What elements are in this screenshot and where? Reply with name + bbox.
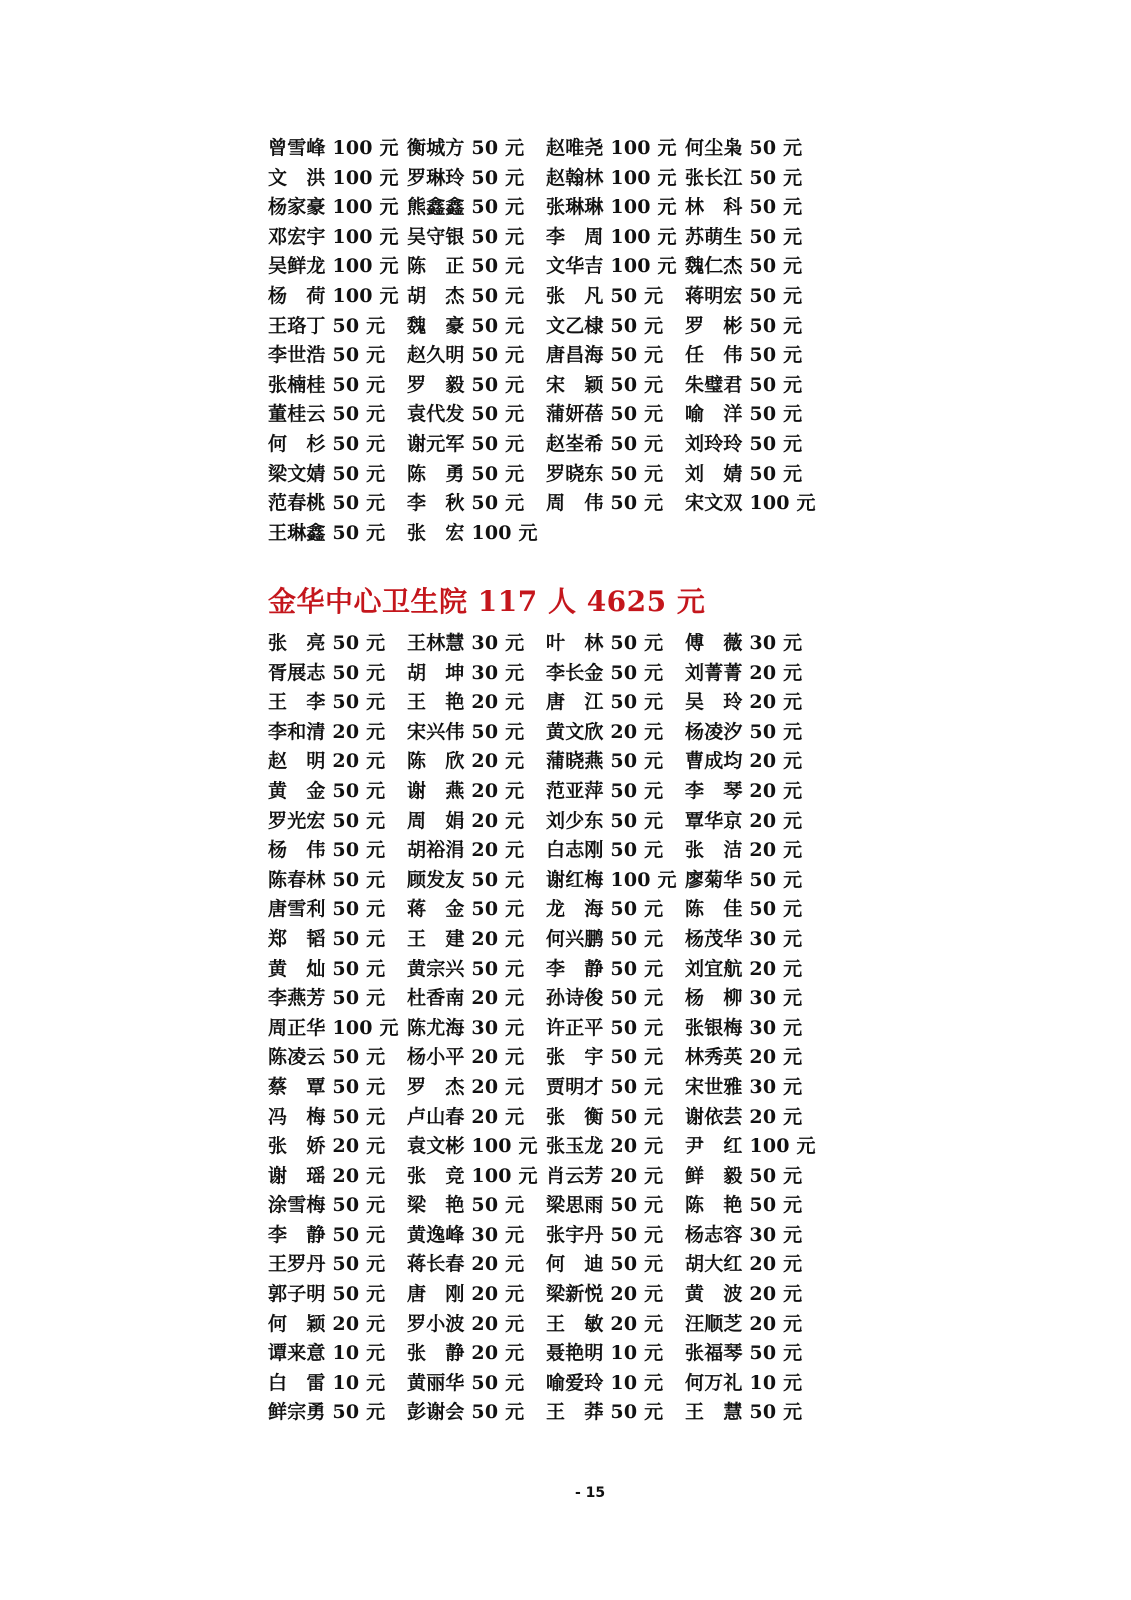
donor-entry: 张玉龙 20 元 [546, 1135, 664, 1158]
donor-entry: 唐 江 50 元 [546, 691, 664, 714]
donor-entry: 唐雪利 50 元 [268, 898, 386, 921]
donor-entry: 董桂云 50 元 [268, 403, 386, 426]
donor-entry: 曾雪峰 100 元 [268, 137, 399, 159]
donor-entry: 陈凌云 50 元 [268, 1046, 386, 1069]
donor-entry: 王 敏 20 元 [546, 1312, 664, 1335]
donor-entry: 王 建 20 元 [407, 927, 525, 950]
donor-list-1 [268, 134, 824, 548]
donor-entry: 冯 梅 50 元 [268, 1105, 386, 1128]
donor-entry: 王 李 50 元 [268, 691, 386, 714]
donor-entry: 卢山春 20 元 [407, 1105, 525, 1128]
donor-entry: 尹 红 100 元 [685, 1135, 816, 1158]
donor-entry: 杨 柳 30 元 [685, 987, 803, 1010]
donor-entry: 唐 刚 20 元 [407, 1283, 525, 1306]
donor-entry: 罗小波 20 元 [407, 1312, 525, 1335]
donor-entry: 何 杉 50 元 [268, 432, 386, 455]
donor-entry: 苏萌生 50 元 [685, 225, 803, 248]
donor-entry: 李 周 100 元 [546, 225, 677, 248]
donor-entry: 罗光宏 50 元 [268, 809, 386, 832]
donor-entry: 林秀英 20 元 [685, 1046, 803, 1069]
donor-entry: 谭来意 10 元 [268, 1342, 386, 1365]
donor-entry: 文华吉 100 元 [546, 255, 677, 278]
donor-entry: 罗 彬 50 元 [685, 314, 803, 337]
donor-entry: 涂雪梅 50 元 [268, 1194, 386, 1217]
donor-entry: 张楠桂 50 元 [268, 373, 386, 396]
donor-entry: 罗琳玲 50 元 [407, 166, 525, 189]
donor-entry: 李 静 50 元 [546, 957, 664, 980]
donor-entry: 李世浩 50 元 [268, 344, 386, 367]
donor-entry: 曹成均 20 元 [685, 750, 803, 773]
donor-entry: 谢元军 50 元 [407, 432, 525, 455]
donor-entry: 张 静 20 元 [407, 1342, 525, 1365]
donor-entry: 李长金 50 元 [546, 661, 664, 684]
donor-entry: 张 亮 50 元 [268, 632, 386, 654]
donor-entry: 黄 金 50 元 [268, 779, 386, 802]
donor-entry: 白志刚 50 元 [546, 839, 664, 862]
donor-entry: 王林慧 30 元 [407, 632, 525, 654]
donor-entry: 衡城方 50 元 [407, 137, 525, 159]
donor-entry: 陈 正 50 元 [407, 255, 525, 278]
donor-entry: 何 颖 20 元 [268, 1312, 386, 1335]
donor-entry: 张 宇 50 元 [546, 1046, 664, 1069]
donor-entry: 孙诗俊 50 元 [546, 987, 664, 1010]
donor-entry: 袁文彬 100 元 [407, 1135, 538, 1158]
donor-entry: 胡 坤 30 元 [407, 661, 525, 684]
donor-entry: 鲜 毅 50 元 [685, 1164, 803, 1187]
donor-entry: 蔡 覃 50 元 [268, 1075, 386, 1098]
donor-entry: 张 宏 100 元 [407, 521, 538, 544]
donor-entry: 周 伟 50 元 [546, 492, 664, 515]
donor-entry: 陈 佳 50 元 [685, 898, 803, 921]
donor-entry: 林 科 50 元 [685, 196, 803, 219]
donor-entry: 宋世雅 30 元 [685, 1075, 803, 1098]
donor-entry: 黄丽华 50 元 [407, 1371, 525, 1394]
donor-entry: 蒋 金 50 元 [407, 898, 525, 921]
donor-entry: 吴 玲 20 元 [685, 691, 803, 714]
donor-entry: 刘菁菁 20 元 [685, 661, 803, 684]
donor-entry: 张福琴 50 元 [685, 1342, 803, 1365]
donor-entry: 谢依芸 20 元 [685, 1105, 803, 1128]
donor-entry: 王 慧 50 元 [685, 1401, 803, 1424]
donor-entry: 胥展志 50 元 [268, 661, 386, 684]
donor-entry: 杨凌汐 50 元 [685, 720, 803, 743]
donor-entry: 何 迪 50 元 [546, 1253, 664, 1276]
donor-entry: 李和清 20 元 [268, 720, 386, 743]
donor-entry: 何尘枭 50 元 [685, 137, 803, 159]
donor-entry: 吴守银 50 元 [407, 225, 525, 248]
donor-entry: 陈春林 50 元 [268, 868, 386, 891]
donor-entry: 黄宗兴 50 元 [407, 957, 525, 980]
donor-entry: 何万礼 10 元 [685, 1371, 803, 1394]
donor-entry: 魏仁杰 50 元 [685, 255, 803, 278]
donor-entry: 廖菊华 50 元 [685, 868, 803, 891]
donor-entry: 肖云芳 20 元 [546, 1164, 664, 1187]
donor-entry: 李 静 50 元 [268, 1223, 386, 1246]
donor-entry: 张宇丹 50 元 [546, 1223, 664, 1246]
donor-entry: 张 凡 50 元 [546, 284, 664, 307]
donor-entry: 张 竞 100 元 [407, 1164, 538, 1187]
donor-entry: 魏 豪 50 元 [407, 314, 525, 337]
donor-entry: 张长江 50 元 [685, 166, 803, 189]
donor-entry: 王罗丹 50 元 [268, 1253, 386, 1276]
donor-entry: 蒲晓燕 50 元 [546, 750, 664, 773]
donor-entry: 范春桃 50 元 [268, 492, 386, 515]
donor-list-2 [268, 629, 824, 1428]
donor-entry: 王 艳 20 元 [407, 691, 525, 714]
section-heading: 金华中心卫生院 117 人 4625 元 [268, 585, 706, 618]
donor-entry: 宋文双 100 元 [685, 492, 816, 515]
donor-entry: 顾发友 50 元 [407, 868, 525, 891]
donor-entry: 刘宜航 20 元 [685, 957, 803, 980]
donor-entry: 王 莽 50 元 [546, 1401, 664, 1424]
donor-entry: 陈尤海 30 元 [407, 1016, 525, 1039]
donor-entry: 赵唯尧 100 元 [546, 137, 677, 159]
donor-entry: 唐昌海 50 元 [546, 344, 664, 367]
donor-entry: 赵峑希 50 元 [546, 432, 664, 455]
donor-entry: 蒋明宏 50 元 [685, 284, 803, 307]
donor-entry: 周正华 100 元 [268, 1016, 399, 1039]
donor-entry: 喻爱玲 10 元 [546, 1371, 664, 1394]
donor-entry: 罗晓东 50 元 [546, 462, 664, 485]
donor-entry: 赵 明 20 元 [268, 750, 386, 773]
donor-entry: 刘少东 50 元 [546, 809, 664, 832]
donor-entry: 黄文欣 20 元 [546, 720, 664, 743]
donor-entry: 张 衡 50 元 [546, 1105, 664, 1128]
donor-entry: 陈 艳 50 元 [685, 1194, 803, 1217]
donor-entry: 张银梅 30 元 [685, 1016, 803, 1039]
donor-entry: 白 雷 10 元 [268, 1371, 386, 1394]
donor-entry: 李燕芳 50 元 [268, 987, 386, 1010]
donor-entry: 蒋长春 20 元 [407, 1253, 525, 1276]
donor-entry: 陈 欣 20 元 [407, 750, 525, 773]
donor-entry: 谢红梅 100 元 [546, 868, 677, 891]
donor-entry: 宋兴伟 50 元 [407, 720, 525, 743]
donor-entry: 梁 艳 50 元 [407, 1194, 525, 1217]
donor-entry: 谢 燕 20 元 [407, 779, 525, 802]
donor-entry: 郭子明 50 元 [268, 1283, 386, 1306]
donor-entry: 黄逸峰 30 元 [407, 1223, 525, 1246]
donor-entry: 宋 颖 50 元 [546, 373, 664, 396]
donor-entry: 周 娟 20 元 [407, 809, 525, 832]
donor-entry: 杨志容 30 元 [685, 1223, 803, 1246]
donor-entry: 袁代发 50 元 [407, 403, 525, 426]
donor-entry: 杨 荷 100 元 [268, 284, 399, 307]
donor-entry: 梁文婧 50 元 [268, 462, 386, 485]
donor-entry: 汪顺芝 20 元 [685, 1312, 803, 1335]
donor-entry: 鲜宗勇 50 元 [268, 1401, 386, 1424]
donor-entry: 刘玲玲 50 元 [685, 432, 803, 455]
donor-entry: 范亚萍 50 元 [546, 779, 664, 802]
donor-entry: 胡裕涓 20 元 [407, 839, 525, 862]
donor-entry: 任 伟 50 元 [685, 344, 803, 367]
donor-entry [546, 519, 685, 549]
donor-entry: 刘 婧 50 元 [685, 462, 803, 485]
donor-entry: 谢 瑶 20 元 [268, 1164, 386, 1187]
donor-entry: 杨茂华 30 元 [685, 927, 803, 950]
donor-entry: 蒲妍蓓 50 元 [546, 403, 664, 426]
donor-entry: 文乙棣 50 元 [546, 314, 664, 337]
donor-entry: 郑 韬 50 元 [268, 927, 386, 950]
donor-entry: 李 秋 50 元 [407, 492, 525, 515]
donor-entry: 傅 薇 30 元 [685, 632, 803, 654]
donor-entry: 文 洪 100 元 [268, 166, 399, 189]
donor-entry: 李 琴 20 元 [685, 779, 803, 802]
donor-entry: 何兴鹏 50 元 [546, 927, 664, 950]
donor-entry: 喻 洋 50 元 [685, 403, 803, 426]
donor-entry: 张 娇 20 元 [268, 1135, 386, 1158]
donor-entry: 杜香南 20 元 [407, 987, 525, 1010]
donor-entry: 赵久明 50 元 [407, 344, 525, 367]
donor-entry: 杨 伟 50 元 [268, 839, 386, 862]
donor-entry: 胡 杰 50 元 [407, 284, 525, 307]
donor-entry: 陈 勇 50 元 [407, 462, 525, 485]
donor-entry: 吴鲜龙 100 元 [268, 255, 399, 278]
donor-entry: 彭谢会 50 元 [407, 1401, 525, 1424]
donor-entry: 梁新悦 20 元 [546, 1283, 664, 1306]
donor-entry: 叶 林 50 元 [546, 632, 664, 654]
donor-entry: 梁思雨 50 元 [546, 1194, 664, 1217]
donor-entry: 张 洁 20 元 [685, 839, 803, 862]
donor-entry: 许正平 50 元 [546, 1016, 664, 1039]
donor-entry: 邓宏宇 100 元 [268, 225, 399, 248]
donor-entry: 张琳琳 100 元 [546, 196, 677, 219]
donor-entry: 龙 海 50 元 [546, 898, 664, 921]
donor-entry: 王珞丁 50 元 [268, 314, 386, 337]
donor-entry: 覃华京 20 元 [685, 809, 803, 832]
donor-entry: 贾明才 50 元 [546, 1075, 664, 1098]
donor-entry: 聂艳明 10 元 [546, 1342, 664, 1365]
donor-entry: 赵翰林 100 元 [546, 166, 677, 189]
donor-entry: 罗 毅 50 元 [407, 373, 525, 396]
donor-entry: 杨小平 20 元 [407, 1046, 525, 1069]
donor-entry: 罗 杰 20 元 [407, 1075, 525, 1098]
donor-entry: 黄 波 20 元 [685, 1283, 803, 1306]
donor-entry: 朱璧君 50 元 [685, 373, 803, 396]
donor-entry: 杨家豪 100 元 [268, 196, 399, 219]
donor-entry: 王琳鑫 50 元 [268, 521, 386, 544]
donor-entry: 熊鑫鑫 50 元 [407, 196, 525, 219]
donor-entry: 胡大红 20 元 [685, 1253, 803, 1276]
donor-entry: 黄 灿 50 元 [268, 957, 386, 980]
page-number: - 15 [575, 1485, 606, 1501]
donor-entry [685, 519, 824, 549]
